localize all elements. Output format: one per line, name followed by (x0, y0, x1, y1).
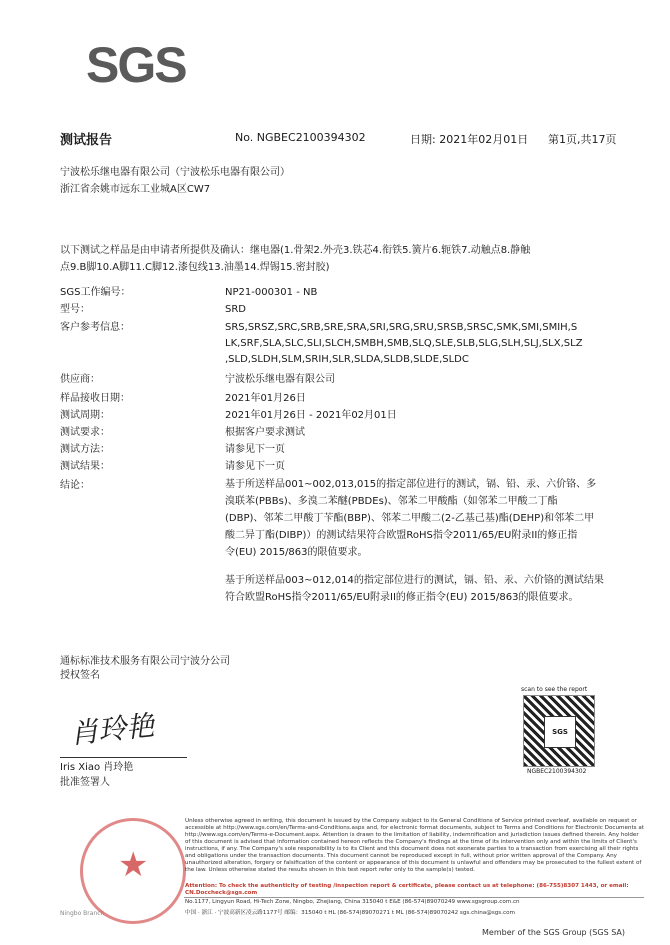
field-label: 测试要求： (60, 427, 110, 438)
signer-title: 批准签署人 (60, 777, 110, 788)
terms-fine-print: Unless otherwise agreed in writing, this document is issued by the Company subject to its General Conditions of Service printed overleaf, available on request or accessible at http://www.sgs.com/en/Terms-and-Conditions.aspx and, for electronic format documents, subject to Terms and Conditions for Electronic Documents at http://www.sgs.com/en/Terms-e-Document.aspx. Attention is drawn to the limitation of liability, indemnification and jurisdiction issues defined therein. Any holder of this document is advised that information contained hereon reflects the Company's findings at the time of its intervention only and within the limits of Client's instructions, if any. The Company's sole responsibility is to its Client and this document does not exonerate parties to a transaction from exercising all their rights and obligations under the transaction documents. This document cannot be reproduced except in full, without prior written approval of the Company. Any unauthorized alteration, forgery or falsification of the content or appearance of this document is unlawful and offenders may be prosecuted to the fullest extent of the law. Unless otherwise stated the results shown in this test report refer only to the sample(s) tested. (185, 818, 644, 873)
field-label: 测试周期： (60, 410, 110, 421)
authenticity-attention: Attention: To check the authenticity of testing /inspection report & certificate, please contact us at telephone: (86-755)8307 1443, or email: CN.Doccheck@sgs.com (185, 883, 629, 896)
field-value: 请参见下一页 (225, 444, 285, 455)
field-value: 2021年01月26日 (225, 393, 306, 404)
field-value: SRD (225, 304, 246, 315)
conclusion-line: 基于所送样品003~012,014的指定部位进行的测试，镉、铅、汞、六价铬的测试结果 (225, 575, 604, 586)
conclusion-paragraph-1 (225, 476, 637, 561)
conclusion-line: 基于所送样品001~002,013,015的指定部位进行的测试，镉、铅、汞、六价铬、多 (225, 479, 597, 490)
sample-intro-line2: 点9.B脚10.A脚11.C脚12.漆包线13.油墨14.焊锡15.密封胶) (60, 262, 330, 273)
handwritten-signature: 肖玲艳 (68, 708, 156, 751)
conclusion-line: 酸二异丁酯(DIBP)）的测试结果符合欧盟RoHS指令2011/65/EU附录II的修正指 (225, 530, 578, 541)
field-label: 测试方法： (60, 444, 110, 455)
conclusion-line: 溴联苯(PBBs)、多溴二苯醚(PBDEs)、邻苯二甲酸酯（如邻苯二甲酸二丁酯 (225, 496, 558, 507)
footer-divider (184, 897, 644, 898)
client-name: 宁波松乐继电器有限公司（宁波松乐电器有限公司） (60, 167, 290, 178)
sgs-member-note: Member of the SGS Group (SGS SA) (482, 928, 626, 937)
qr-caption-top: scan to see the report (521, 686, 588, 693)
field-value: 根据客户要求测试 (225, 427, 305, 438)
sample-intro-line1: 以下测试之样品是由申请者所提供及确认：继电器(1.骨架2.外壳3.铁芯4.衔铁5.簧片6.轭铁7.动触点8.静触 (60, 245, 531, 256)
address-en: No.1177, Lingyun Road, Hi-Tech Zone, Ningbo, Zhejiang, China 315040 t E&E (86-574)89070249 www.sgsgroup.com.cn (185, 899, 520, 905)
address-cn: 中国 · 浙江 · 宁波高新区凌云路1177号 邮编：315040 t HL (86-574)89070271 t ML (86-574)89070242 sgs.china@sgs.com (185, 910, 515, 916)
conclusion-line: 符合欧盟RoHS指令2011/65/EU附录II的修正指令(EU) 2015/863的限值要求。 (225, 592, 579, 603)
signature-line (60, 757, 187, 758)
field-label: 型号： (60, 304, 90, 315)
page-indicator: 第1页,共17页 (548, 133, 617, 146)
field-value: 宁波松乐继电器有限公司 (225, 374, 335, 385)
field-value-line: SRS,SRSZ,SRC,SRB,SRE,SRA,SRI,SRG,SRU,SRSB,SRSC,SMK,SMI,SMIH,S (225, 322, 578, 333)
qr-center-label: SGS (544, 716, 576, 748)
field-label: 供应商： (60, 374, 100, 385)
authorized-company: 通标标准技术服务有限公司宁波分公司 (60, 656, 230, 667)
sgs-logo: SGS (86, 37, 186, 93)
field-value-line: LK,SRF,SLA,SLC,SLI,SLCH,SMBH,SMB,SLQ,SLE,SLB,SLG,SLH,SLJ,SLX,SLZ (225, 338, 583, 349)
field-value: 请参见下一页 (225, 461, 285, 472)
conclusion-line: (DBP)、邻苯二甲酸丁苄酯(BBP)、邻苯二甲酸二(2-乙基己基)酯(DEHP)和邻苯二甲 (225, 513, 595, 524)
report-date: 日期: 2021年02月01日 (410, 133, 529, 146)
authorized-signature-label: 授权签名 (60, 670, 100, 681)
report-number: No. NGBEC2100394302 (235, 131, 366, 144)
stamp-branch-text: Ningbo Branch (60, 910, 105, 917)
field-label: SGS工作编号： (60, 287, 131, 298)
client-address: 浙江省余姚市远东工业城A区CW7 (60, 184, 211, 195)
field-value-line: ,SLD,SLDH,SLM,SRIH,SLR,SLDA,SLDB,SLDE,SLDC (225, 354, 469, 365)
qr-code-icon[interactable] (523, 695, 595, 767)
conclusion-paragraph-2 (225, 572, 637, 606)
qr-caption-bottom: NGBEC2100394302 (527, 768, 587, 775)
field-value: NP21-000301 - NB (225, 287, 318, 298)
conclusion-line: 令(EU) 2015/863的限值要求。 (225, 547, 368, 558)
field-label: 样品接收日期： (60, 393, 130, 404)
field-value: 2021年01月26日 - 2021年02月01日 (225, 410, 397, 421)
field-label: 结论： (60, 480, 90, 491)
field-label: 客户参考信息： (60, 322, 130, 333)
field-label: 测试结果： (60, 461, 110, 472)
signer-name: Iris Xiao 肖玲艳 (60, 762, 134, 773)
star-icon: ★ (118, 845, 149, 885)
page-title: 测试报告 (60, 133, 113, 148)
